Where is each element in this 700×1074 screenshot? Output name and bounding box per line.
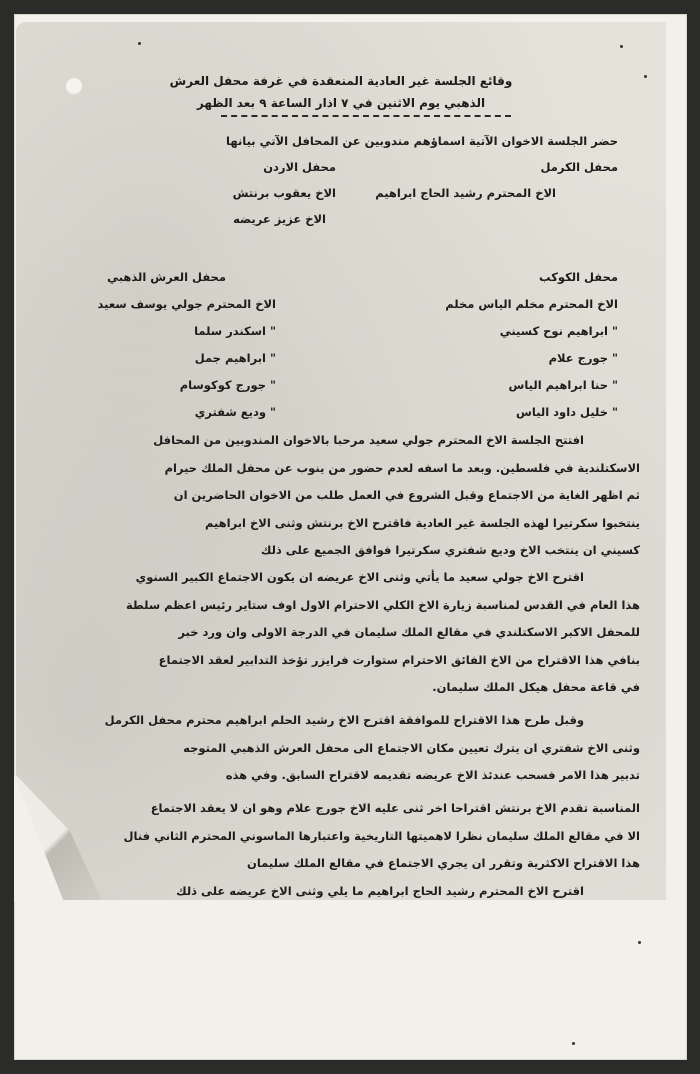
lodge-member: الاخ المحترم رشيد الحاج ابراهيم: [375, 186, 556, 200]
lodge-member: " جورج علام: [548, 351, 618, 365]
dust-speck: [638, 941, 641, 944]
lodge-member: الاخ يعقوب برنتش: [232, 186, 336, 200]
paragraph-line: اقترح الاخ المحترم رشيد الحاج ابراهيم ما يلي وثنى الاخ عريضه على ذلك: [176, 883, 584, 898]
paragraph-line: بنافي هذا الاقتراح من الاخ الفائق الاحترام ستوارت فرايزر تؤخذ التدابير لعقد الاجتماع: [158, 652, 640, 667]
paragraph-line: كسيني ان ينتخب الاخ وديع شفتري سكرتيرا فوافق الجميع على ذلك: [260, 543, 640, 557]
document-title: [96, 70, 586, 114]
lodge-member: " ابراهيم نوح كسيني: [499, 324, 618, 338]
paragraph-line: المناسبة تقدم الاخ برنتش اقتراحا اخر ثنى عليه الاخ جورج علام وهو ان لا يعقد الاجتماع: [150, 801, 640, 815]
lodge-name: محفل الكرمل: [540, 160, 618, 174]
title-line-2: الذهبي يوم الاثنين في ٧ اذار الساعة ٩ بعد الظهر: [196, 96, 486, 110]
lodge-member: " حنا ابراهيم الياس: [508, 378, 618, 392]
lodge-name: محفل الاردن: [263, 160, 336, 174]
document-text: [16, 22, 666, 900]
lodge-member: " جورج كوكوسام: [179, 378, 276, 392]
lodge-member: الاخ عزيز عريضه: [233, 212, 326, 226]
paragraph-line: تدبير هذا الامر فسحب عندئذ الاخ عريضه تقديمه لاقتراح السابق. وفي هذه: [225, 768, 640, 782]
lodge-name: محفل العرش الذهبي: [107, 270, 226, 284]
title-underline: [221, 115, 511, 117]
paragraph-line: للمحفل الاكبر الاسكتلندي في مقالع الملك سليمان في الدرجة الاولى وان ورد خبر: [178, 625, 640, 639]
lodge-member: " ابراهيم جمل: [194, 351, 276, 365]
paragraph-line: في قاعة محفل هيكل الملك سليمان.: [432, 680, 640, 694]
title-line-1: وقائع الجلسة غير العادية المنعقدة في غرفة محفل العرش: [169, 74, 513, 88]
paragraph-opening: [46, 427, 640, 565]
paragraph-line: وقبل طرح هذا الاقتراح للموافقة اقترح الاخ رشيد الحلم ابراهيم محترم محفل الكرمل: [104, 713, 584, 727]
paragraph-line: الاسكتلندية في فلسطين. وبعد ما اسفه لعدم حضور من ينوب عن محفل الملك حيرام: [164, 460, 640, 475]
paragraph-line: الا في مقالع الملك سليمان نظرا لاهميتها التاريخية واعتبارها الماسوني المحترم الثاني فنال: [123, 828, 640, 843]
paragraph-amendment: [46, 707, 640, 790]
attendance-intro: حضر الجلسة الاخوان الآتية اسماؤهم مندوبين عن المحافل الآتي بيانها: [226, 134, 618, 148]
lodge-member: " خليل داود الياس: [516, 405, 618, 419]
paragraph-line: ينتخبوا سكرتيرا لهذه الجلسة غير العادية فاقترح الاخ برنتش وثنى الاخ ابراهيم: [204, 515, 640, 530]
paragraph-line: وثنى الاخ شفتري ان يترك تعيين مكان الاجتماع الى محفل العرش الذهبي المتوجه: [183, 740, 640, 755]
paragraph-line: هذا العام في القدس لمناسبة زيارة الاخ الكلي الاحترام الاول اوف ستاير رئيس اعظم سلطة: [125, 597, 640, 612]
lodge-member: " وديع شفتري: [194, 405, 276, 419]
lodge-name: محفل الكوكب: [539, 270, 618, 284]
paragraph-line: اقترح الاخ جولي سعيد ما يأتي وثنى الاخ عريضه ان يكون الاجتماع الكبير السنوي: [135, 570, 584, 584]
lodge-member: الاخ المحترم مخلم الياس مخلم: [445, 297, 618, 311]
paragraph-line: ثم اظهر الغاية من الاجتماع وقبل الشروع في العمل طلب من الاخوان الحاضرين ان: [173, 488, 640, 502]
paragraph-resolution: [46, 795, 640, 905]
paragraph-proposal: [46, 564, 640, 702]
paragraph-line: هذا الاقتراح الاكثرية وتقرر ان يجري الاجتماع في مقالع الملك سليمان: [247, 856, 640, 870]
lodge-member: " اسكندر سلما: [194, 324, 276, 338]
dust-speck: [572, 1042, 575, 1045]
paragraph-line: افتتح الجلسة الاخ المحترم جولي سعيد مرحبا بالاخوان المندوبين من المحافل: [153, 433, 584, 447]
lodge-member: الاخ المحترم جولي يوسف سعيد: [97, 297, 276, 311]
